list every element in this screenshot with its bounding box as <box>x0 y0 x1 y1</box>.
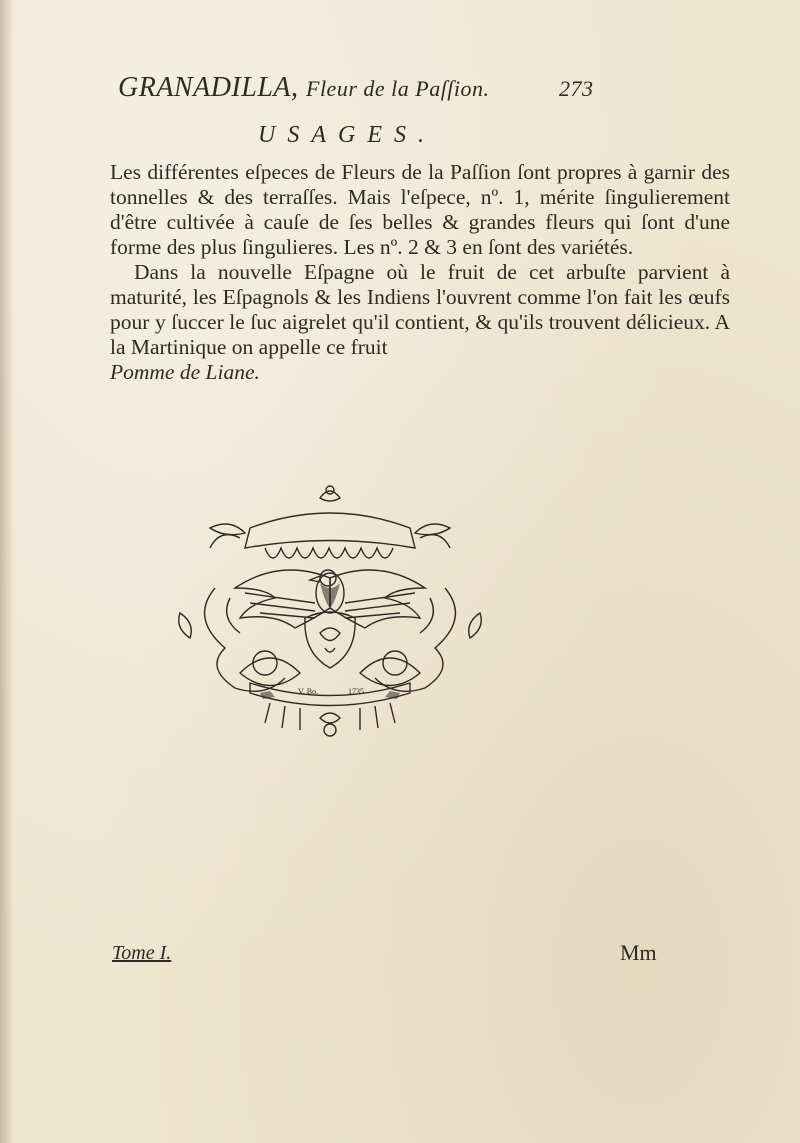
header-title <box>118 72 490 104</box>
running-header <box>118 72 750 112</box>
paragraph-2 <box>110 260 730 385</box>
page-number: 273 <box>559 76 594 101</box>
header-title-main: GRANADILLA, <box>118 72 299 103</box>
paragraph-1: Les différentes eſpeces de Fleurs de la Paſſion ſont propres à garnir des tonnelles & des terraſſes. Mais l'eſpece, nº. 1, mérite ſingulierement d'être cultivée à cauſe de ſes belles & grandes fleurs qui ſont d'une forme des plus ſingulieres. Les nº. 2 & 3 en ſont des variétés. <box>110 160 730 259</box>
footer-signature: Mm <box>620 940 657 965</box>
header-title-sub: Fleur de la Paſſion. <box>306 76 490 101</box>
body-text <box>110 160 730 385</box>
paragraph-2-text: Dans la nouvelle Eſpagne où le fruit de cet arbuſte parvient à maturité, les Eſpagnols & les Indiens l'ouvrent comme l'on fait les œufs pour y ſuccer le ſuc aigrelet qu'il contient, & qu'ils trouvent délicieux. A la Martinique on appelle ce fruit <box>110 260 730 359</box>
ribbon-text-right: 1735 <box>348 687 364 696</box>
ribbon-text-left: V. Bo. <box>298 687 319 696</box>
eagle-vignette-illustration <box>170 478 490 748</box>
footer-volume: Tome I. <box>112 942 172 964</box>
binding-shadow <box>0 0 14 1143</box>
closing-italic: Pomme de Liane. <box>110 360 260 384</box>
crown-icon <box>320 491 340 501</box>
section-title: USAGES. <box>258 122 436 148</box>
